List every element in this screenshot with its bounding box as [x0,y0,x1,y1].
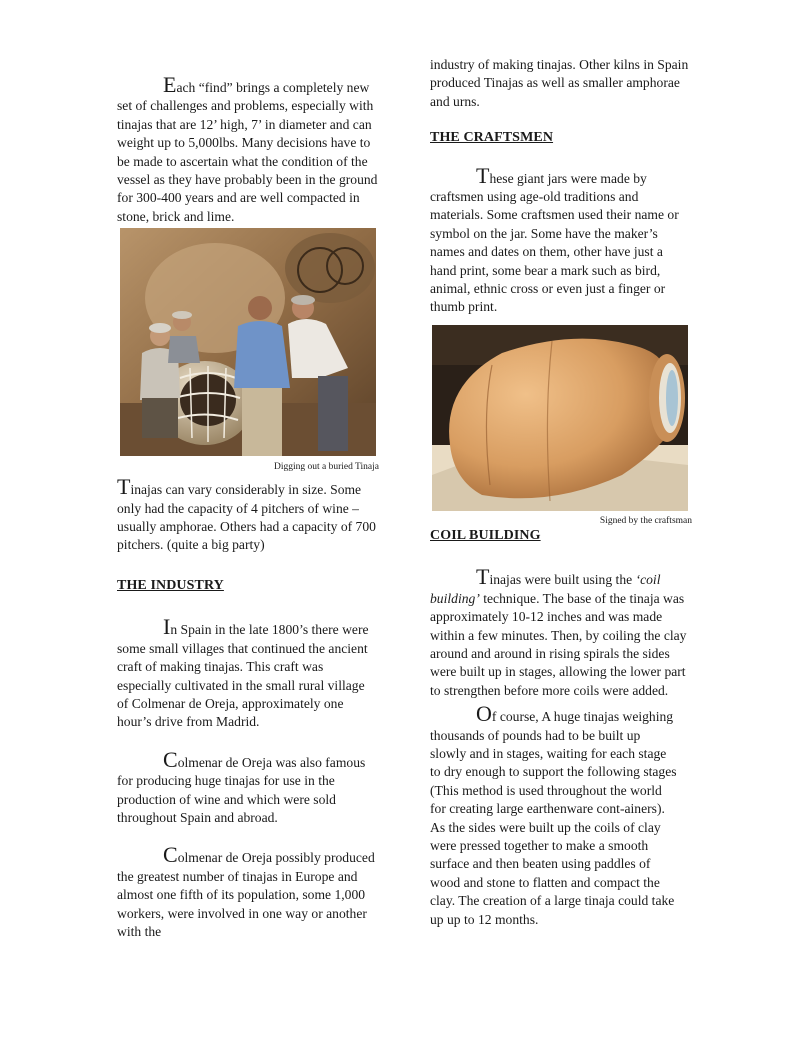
drop-cap: E [163,72,177,97]
coil-paragraph-2: Of course, A huge tinajas weighing thousands of pounds had to be built up slowly and in stages, waiting for each stage to dry enough to support the following stages (This method is used throughout the world for creating large earthenware cont-ainers). As the sides were built up the coils of clay were pressed together to make a smooth surface and then beaten using paddles of wood and stone to flatten and compact the clay. The creation of a large tinaja could take up up to 12 months. [430,701,677,927]
intro-paragraph: Each “find” brings a completely new set of challenges and problems, especially with tinajas that are 12’ high, 7’ in diameter and can weight up to 5,000lbs. Many decisions have to be made to ascertain what the condition of the vessel as they have probably been in the ground for 300-400 years and are well compacted in stone, brick and lime. [117,72,378,224]
industry-paragraph-1: In Spain in the late 1800’s there were some small villages that continued the ancient craft of making tinajas. This craft was especially cultivated in the small rural village of Colmenar de Oreja, approximately one hour’s drive from Madrid. [117,614,369,730]
drop-cap: C [163,842,178,868]
drop-cap: T [117,474,131,500]
section-heading-industry: THE INDUSTRY [117,577,224,593]
tinaja-jar-image [432,325,688,511]
photo-caption: Digging out a buried Tinaja [273,462,379,473]
left-column [117,72,379,941]
continuation-paragraph: industry of making tinajas. Other kilns in Spain produced Tinajas as well as smaller amphorae and urns. [430,57,689,109]
drop-cap: C [163,746,178,772]
right-column [430,56,692,929]
drop-cap: T [476,564,490,590]
section-heading-craftsmen: THE CRAFTSMEN [430,130,554,146]
craftsmen-paragraph: These giant jars were made by craftsmen using age-old traditions and materials. Some craftsmen used their name or symbol on the jar. Some have the maker’s names and dates on them, other have just a hand print, some bear a mark such as bird, animal, ethnic cross or even just a finger or thumb print. [430,162,679,315]
industry-paragraph-2: Colmenar de Oreja was also famous for producing huge tinajas for use in the production of wine and which were sold throughout Spain and abroad. [117,746,366,825]
section-heading-coil-building: COIL BUILDING [430,527,541,543]
photo-caption: Signed by the craftsman [599,515,692,526]
industry-paragraph-3: Colmenar de Oreja possibly produced the greatest number of tinajas in Europe and almost one fifth of its population, some 1,000 workers, were involved in one way or another with the [117,842,375,939]
photo-signed-jar [432,325,692,511]
coil-paragraph-1: Tinajas were built using the ‘coil building’ technique. The base of the tinaja was approximately 10-12 inches and was made within a few minutes. Then, by coiling the clay around and around in rising spirals the sides were built up in stages, allowing the lower part to strengthen before more coils were added. [430,564,687,698]
size-paragraph: Tinajas can vary considerably in size. Some only had the capacity of 4 pitchers of wine – usually amphorae. Others had a capacity of 700 pitchers. (quite a big party) [117,474,376,553]
photo-digging-tinaja [120,228,379,456]
drop-cap: O [476,701,492,727]
drop-cap: T [476,162,490,188]
digging-scene-image [120,228,376,456]
drop-cap: I [163,614,171,640]
